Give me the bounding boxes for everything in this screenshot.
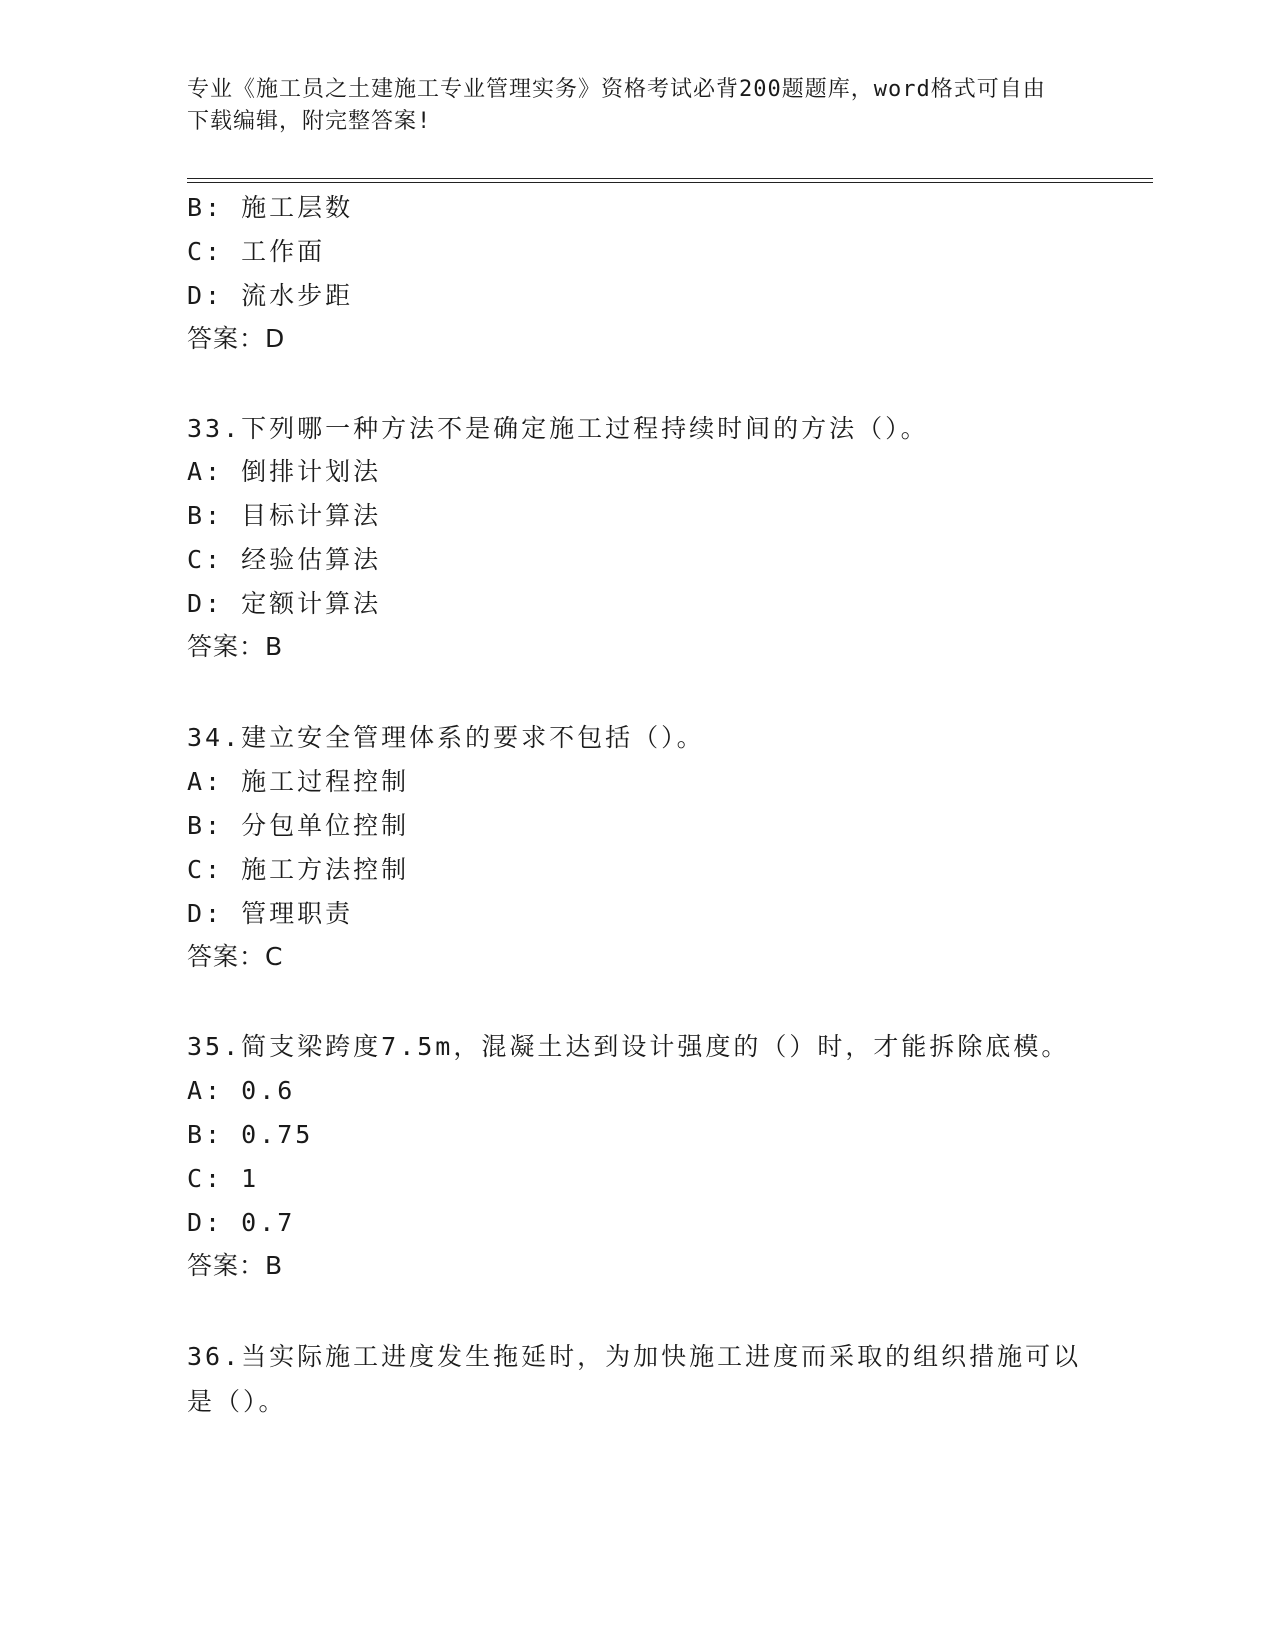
header-rule-bottom bbox=[187, 182, 1153, 183]
option-c: C: 1 bbox=[187, 1164, 260, 1193]
option-d: D: 定额计算法 bbox=[187, 589, 382, 618]
answer: 答案：D bbox=[187, 324, 286, 353]
option-b: B: 0.75 bbox=[187, 1120, 314, 1149]
question-text: 35.简支梁跨度7.5m，混凝土达到设计强度的（）时，才能拆除底模。 bbox=[187, 1032, 1070, 1061]
question-text: 33.下列哪一种方法不是确定施工过程持续时间的方法（）。 bbox=[187, 414, 929, 443]
option-b: B: 目标计算法 bbox=[187, 501, 382, 530]
option-a: A: 施工过程控制 bbox=[187, 767, 410, 796]
option-b: B: 施工层数 bbox=[187, 193, 354, 222]
question-text: 36.当实际施工进度发生拖延时，为加快施工进度而采取的组织措施可以是（）。 bbox=[187, 1342, 1082, 1416]
answer: 答案：C bbox=[187, 942, 284, 971]
document-header: 专业《施工员之土建施工专业管理实务》资格考试必背200题题库，word格式可自由下载编辑，附完整答案! bbox=[187, 77, 1046, 134]
option-a: A: 倒排计划法 bbox=[187, 457, 382, 486]
header-rule-top bbox=[187, 178, 1153, 179]
option-a: A: 0.6 bbox=[187, 1076, 296, 1105]
option-d: D: 流水步距 bbox=[187, 281, 354, 310]
question-text: 34.建立安全管理体系的要求不包括（）。 bbox=[187, 723, 705, 752]
option-c: C: 工作面 bbox=[187, 237, 326, 266]
option-c: C: 施工方法控制 bbox=[187, 855, 410, 884]
option-b: B: 分包单位控制 bbox=[187, 811, 410, 840]
option-d: D: 管理职责 bbox=[187, 899, 354, 928]
option-c: C: 经验估算法 bbox=[187, 545, 382, 574]
answer: 答案：B bbox=[187, 1251, 284, 1280]
option-d: D: 0.7 bbox=[187, 1208, 296, 1237]
answer: 答案：B bbox=[187, 632, 284, 661]
